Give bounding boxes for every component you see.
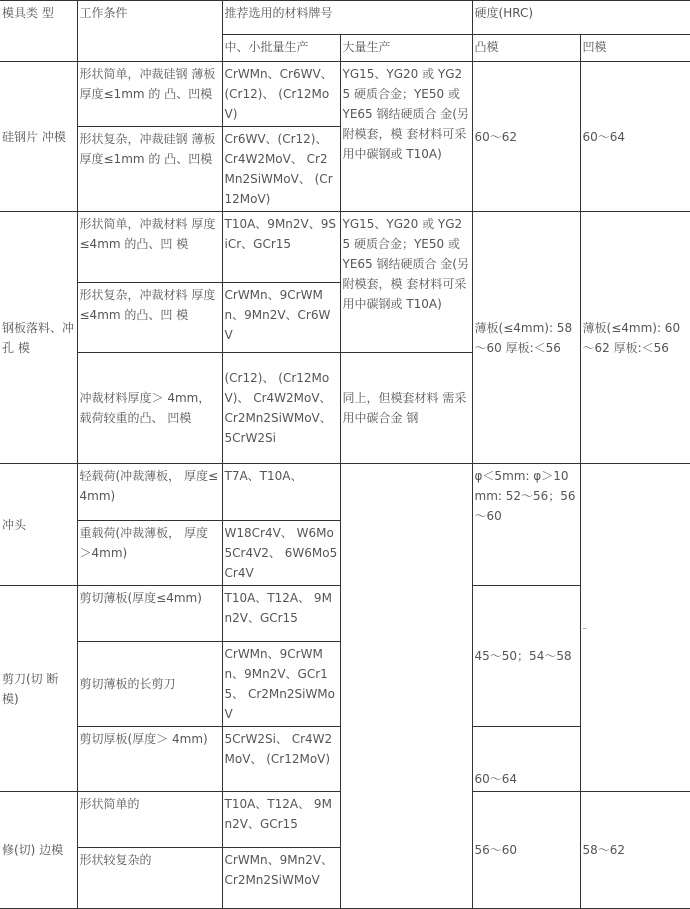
material-cell: CrWMn、Cr6WV、(Cr12)、 (Cr12MoV) <box>222 62 340 127</box>
die-cell: 薄板(≤4mm): 60～62 厚板:＜56 <box>580 212 690 464</box>
material-cell: T10A、9Mn2V、9SiCr、GCr15 <box>222 212 340 283</box>
die-cell: 60～64 <box>580 62 690 212</box>
material-cell: CrWMn、9CrWMn、9Mn2V、Cr6WV <box>222 283 340 353</box>
header-type: 模具类 型 <box>0 1 77 62</box>
punch-cell: 60～64 <box>472 727 580 792</box>
condition-cell: 形状简单，冲裁材料 厚度≤4mm 的凸、凹 模 <box>77 212 222 283</box>
condition-cell: 剪切厚板(厚度＞ 4mm) <box>77 727 222 792</box>
header-small: 中、小批量生产 <box>222 35 340 62</box>
punch-cell: 45～50；54～58 <box>472 586 580 727</box>
punch-cell: φ＜5mm: φ＞10mm: 52～56；56～60 <box>472 464 580 586</box>
header-large: 大量生产 <box>340 35 472 62</box>
type-cell: 剪刀(切 断模) <box>0 586 77 792</box>
material-cell: Cr6WV、(Cr12)、 Cr4W2MoV、 Cr2Mn2SiWMoV、 (Cr12MoV) <box>222 127 340 212</box>
header-condition: 工作条件 <box>77 1 222 62</box>
large-cell-empty <box>340 464 472 909</box>
header-material: 推荐选用的材料牌号 <box>222 1 472 35</box>
condition-cell: 形状复杂，冲裁材料 厚度≤4mm 的凸、凹 模 <box>77 283 222 353</box>
condition-cell: 形状较复杂的 <box>77 848 222 909</box>
type-cell: 硅钢片 冲模 <box>0 62 77 212</box>
condition-cell: 形状简单，冲裁硅钢 薄板厚度≤1mm 的 凸、凹模 <box>77 62 222 127</box>
header-punch: 凸模 <box>472 35 580 62</box>
type-cell: 修(切) 边模 <box>0 792 77 909</box>
punch-cell: 薄板(≤4mm): 58～60 厚板:＜56 <box>472 212 580 464</box>
material-cell: CrWMn、9CrWMn、9Mn2V、GCr15、 Cr2Mn2SiWMoV <box>222 642 340 727</box>
punch-cell: 60～62 <box>472 62 580 212</box>
condition-cell: 剪切薄板的长剪刀 <box>77 642 222 727</box>
header-hardness: 硬度(HRC) <box>472 1 690 35</box>
large-cell: YG15、YG20 或 YG25 硬质合金；YE50 或 YE65 钢结硬质合 金(另附模套，模 套材料可采用中碳钢或 T10A) <box>340 62 472 212</box>
type-cell: 冲头 <box>0 464 77 586</box>
type-cell: 钢板落料、冲孔 模 <box>0 212 77 464</box>
header-die: 凹模 <box>580 35 690 62</box>
material-cell: T10A、T12A、 9Mn2V、GCr15 <box>222 792 340 848</box>
large-cell: 同上，但模套材料 需采用中碳合金 钢 <box>340 353 472 464</box>
condition-cell: 形状复杂，冲裁硅钢 薄板厚度≤1mm 的 凸、凹模 <box>77 127 222 212</box>
condition-cell: 剪切薄板(厚度≤4mm) <box>77 586 222 642</box>
material-cell: 5CrW2Si、 Cr4W2MoV、 (Cr12MoV) <box>222 727 340 792</box>
material-cell: T7A、T10A、 <box>222 464 340 521</box>
condition-cell: 形状简单的 <box>77 792 222 848</box>
material-cell: CrWMn、9Mn2V、 Cr2Mn2SiWMoV <box>222 848 340 909</box>
large-cell: YG15、YG20 或 YG25 硬质合金；YE50 或 YE65 钢结硬质合 金(另附模套，模 套材料可采用中碳钢或 T10A) <box>340 212 472 353</box>
die-cell: - <box>580 464 690 792</box>
punch-cell: 56～60 <box>472 792 580 909</box>
condition-cell: 轻载荷(冲裁薄板， 厚度≤4mm) <box>77 464 222 521</box>
material-cell: (Cr12)、 (Cr12MoV)、 Cr4W2MoV、 Cr2Mn2SiWMoV、 5CrW2Si <box>222 353 340 464</box>
material-cell: W18Cr4V、 W6Mo5Cr4V2、 6W6Mo5Cr4V <box>222 521 340 586</box>
condition-cell: 重载荷(冲裁薄板， 厚度＞4mm) <box>77 521 222 586</box>
die-cell: 58～62 <box>580 792 690 909</box>
material-cell: T10A、T12A、 9Mn2V、GCr15 <box>222 586 340 642</box>
condition-cell: 冲裁材料厚度＞ 4mm，载荷较重的凸、 凹模 <box>77 353 222 464</box>
